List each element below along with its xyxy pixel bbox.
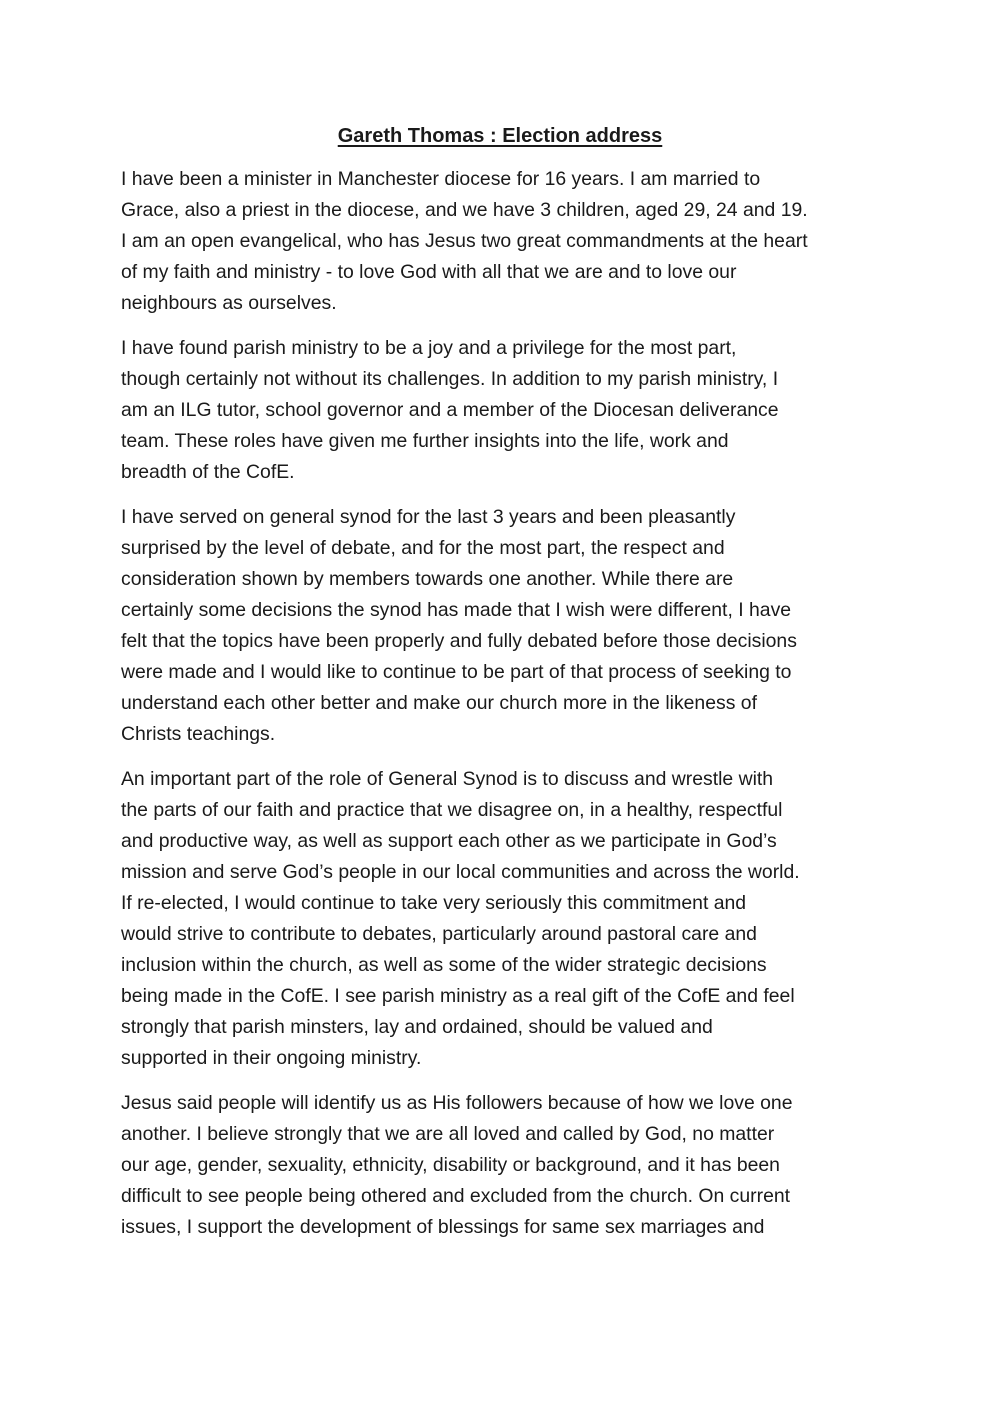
paragraph-inclusion: Jesus said people will identify us as His followers because of how we love one another. I believe strongly that we are all loved and called by God, no matter our age, gender, sexuality, ethnicity, disability or background, and it has been difficult to see people being othered and excluded from the church. On current issues, I support the development of blessings for same sex marriages and — [121, 1092, 793, 1238]
paragraph-intro: I have been a minister in Manchester diocese for 16 years. I am married to Grace, also a priest in the diocese, and we have 3 children, aged 29, 24 and 19. I am an open evangelical, who has Jesus two great commandments at the heart of my faith and ministry - to love God with all that we are and to love our neighbours as ourselves. — [121, 168, 808, 314]
paragraph-synod-role: An important part of the role of General Synod is to discuss and wrestle with the parts of our faith and practice that we disagree on, in a healthy, respectful and productive way, as well as support each other as we participate in God’s mission and serve God’s people in our local communities and across the world. If re-elected, I would continue to take very seriously this commitment and would strive to contribute to debates, particularly around pastoral care and inclusion within the church, as well as some of the wider strategic decisions being made in the CofE. I see parish ministry as a real gift of the CofE and feel strongly that parish minsters, lay and ordained, should be valued and supported in their ongoing ministry. — [121, 768, 800, 1069]
document-title: Gareth Thomas : Election address — [337, 125, 663, 147]
document-body — [121, 164, 881, 1257]
paragraph-parish-ministry: I have found parish ministry to be a joy and a privilege for the most part, though certainly not without its challenges. In addition to my parish ministry, I am an ILG tutor, school governor and a member of the Diocesan deliverance team. These roles have given me further insights into the life, work and breadth of the CofE. — [121, 337, 779, 483]
paragraph-synod-service: I have served on general synod for the last 3 years and been pleasantly surprised by the level of debate, and for the most part, the respect and consideration shown by members towards one another. While there are certainly some decisions the synod has made that I wish were different, I have felt that the topics have been properly and fully debated before those decisions were made and I would like to continue to be part of that process of seeking to understand each other better and make our church more in the likeness of Christs teachings. — [121, 506, 797, 745]
